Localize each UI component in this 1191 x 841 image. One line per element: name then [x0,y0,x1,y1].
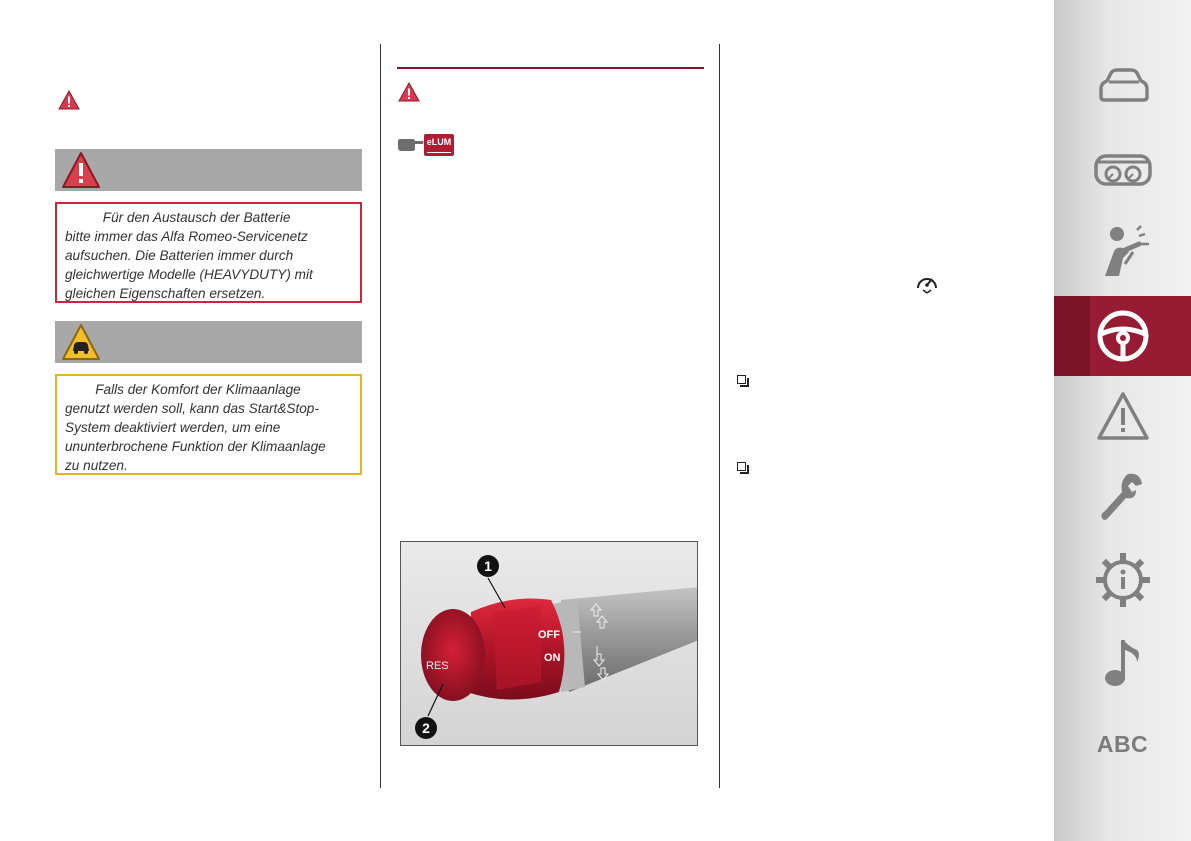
cruise-control-icon [914,272,940,294]
sidebar-item-vehicle[interactable] [1054,48,1191,124]
list-bullet [737,375,746,384]
callout-2-label: 2 [422,720,430,736]
caution-box-header [55,321,362,363]
warning-triangle-icon [61,151,101,189]
gear-info-icon [1094,551,1152,609]
hazard-triangle-icon [1095,390,1151,442]
music-note-icon [1101,634,1145,690]
sidebar-index-label: ABC [1096,730,1149,757]
wrench-icon [1098,468,1148,528]
sidebar-item-emergency[interactable] [1054,378,1191,454]
warning-triangle-icon [398,82,420,102]
stalk-label-on: ON [544,652,561,664]
column-divider-right [719,44,720,788]
car-caution-triangle-icon [61,323,101,361]
sidebar-item-instruments[interactable] [1054,132,1191,208]
airbag-person-icon [1095,224,1151,280]
list-bullet [737,462,746,471]
dashboard-icon [1093,150,1153,190]
sidebar-item-technical-data[interactable] [1054,542,1191,618]
section-rule [397,67,704,69]
warning-box-header [55,149,362,191]
sidebar-item-safety[interactable] [1054,214,1191,290]
warning-box [55,202,362,303]
column-divider-left [380,44,381,788]
caution-box [55,374,362,475]
car-icon [1095,67,1151,105]
warning-triangle-icon [58,90,80,110]
pointing-hand-icon [396,137,424,153]
caution-text: Falls der Komfort der Klimaanlage genutzt werden soll, kann das Start&Stop- System deaktiviert werden, um eine ununterbrochene Funktion der Klimaanlage zu nutzen. [65,382,326,473]
stalk-illustration [401,542,698,746]
stalk-label-off: OFF [538,629,560,641]
warning-text: Für den Austausch der Batterie bitte immer das Alfa Romeo-Servicenetz aufsuchen. Die Batterien immer durch gleichwertige Modelle (HEAVYDUTY) mit gleichen Eigenschaften ersetzen. [65,210,313,301]
callout-1-label: 1 [484,558,492,574]
cruise-control-stalk-figure [400,541,698,746]
sidebar-item-multimedia[interactable] [1054,624,1191,700]
sidebar-item-maintenance[interactable] [1054,460,1191,536]
elum-badge: eLUM [424,134,454,156]
sidebar-item-index[interactable] [1054,706,1191,782]
sidebar-item-driving[interactable] [1054,296,1191,376]
knob-label-res: RES [426,660,449,672]
steering-wheel-icon [1093,306,1153,366]
